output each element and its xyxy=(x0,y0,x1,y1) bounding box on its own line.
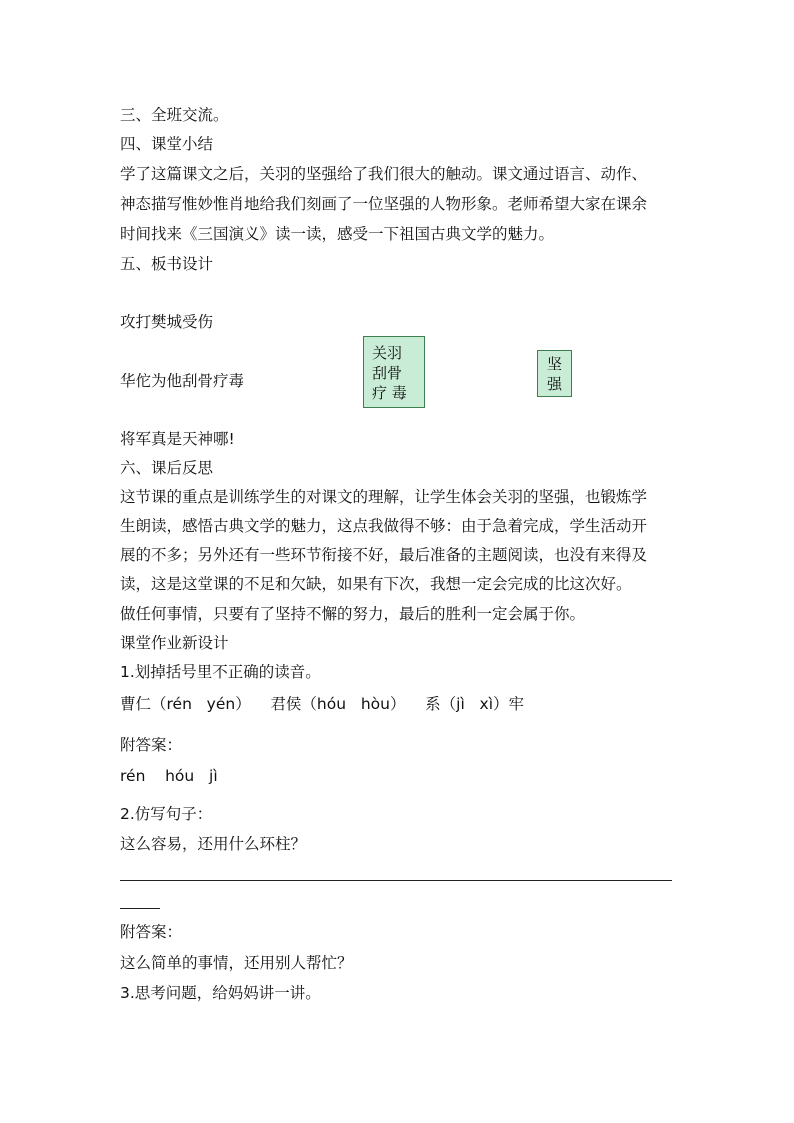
summary-line-3: 时间找来《三国演义》读一读，感受一下祖国古典文学的魅力。 xyxy=(120,225,555,243)
section-4-heading: 四、课堂小结 xyxy=(120,135,214,153)
reflection-line-1: 这节课的重点是训练学生的对课文的理解，让学生体会关羽的坚强，也锻炼学 xyxy=(120,488,648,506)
board-row-3: 将军真是天神哪! xyxy=(120,430,235,448)
reflection-line-4: 读，这是这堂课的不足和欠缺，如果有下次，我想一定会完成的比这次好。 xyxy=(120,575,632,593)
answer-line-long xyxy=(120,880,672,881)
question-3: 3.思考问题，给妈妈讲一讲。 xyxy=(120,984,321,1002)
section-5-heading: 五、板书设计 xyxy=(120,255,214,273)
question-1: 1.划掉括号里不正确的读音。 xyxy=(120,663,321,681)
answer-label-1: 附答案： xyxy=(120,736,183,754)
reflection-line-3: 展的不多；另外还有一些环节衔接不好，最后准备的主题阅读，也没有来得及 xyxy=(120,546,648,564)
board-row-2: 华佗为他刮骨疗毒 xyxy=(120,372,245,390)
section-6-heading: 六、课后反思 xyxy=(120,459,214,477)
summary-line-1: 学了这篇课文之后，关羽的坚强给了我们很大的触动。课文通过语言、动作、 xyxy=(120,165,648,183)
box-line: 关羽 xyxy=(372,344,403,362)
board-box-guanyu xyxy=(363,336,425,408)
board-box-strong xyxy=(537,350,572,397)
homework-title: 课堂作业新设计 xyxy=(120,634,229,652)
summary-line-2: 神态描写惟妙惟肖地给我们刻画了一位坚强的人物形象。老师希望大家在课余 xyxy=(120,195,648,213)
motto-line: 做任何事情，只要有了坚持不懈的努力，最后的胜利一定会属于你。 xyxy=(120,605,586,623)
box-line: 疗 毒 xyxy=(372,384,407,402)
answer-1: rén hóu jì xyxy=(120,767,218,785)
box-line: 坚 xyxy=(546,355,562,373)
section-3-heading: 三、全班交流。 xyxy=(120,106,229,124)
board-row-1: 攻打樊城受伤 xyxy=(120,313,214,331)
reflection-line-2: 生朗读，感悟古典文学的魅力，这点我做得不够：由于急着完成，学生活动开 xyxy=(120,517,648,535)
answer-2: 这么简单的事情，还用别人帮忙？ xyxy=(120,954,353,972)
answer-label-2: 附答案： xyxy=(120,923,183,941)
box-line: 刮骨 xyxy=(372,364,403,382)
question-1-items: 曹仁（rén yén） 君侯（hóu hòu） 系（jì xì）牢 xyxy=(120,695,525,713)
answer-line-short xyxy=(120,908,160,909)
box-line: 强 xyxy=(546,375,562,393)
question-2: 2.仿写句子： xyxy=(120,805,213,823)
question-2-sentence: 这么容易，还用什么环柱？ xyxy=(120,835,307,853)
